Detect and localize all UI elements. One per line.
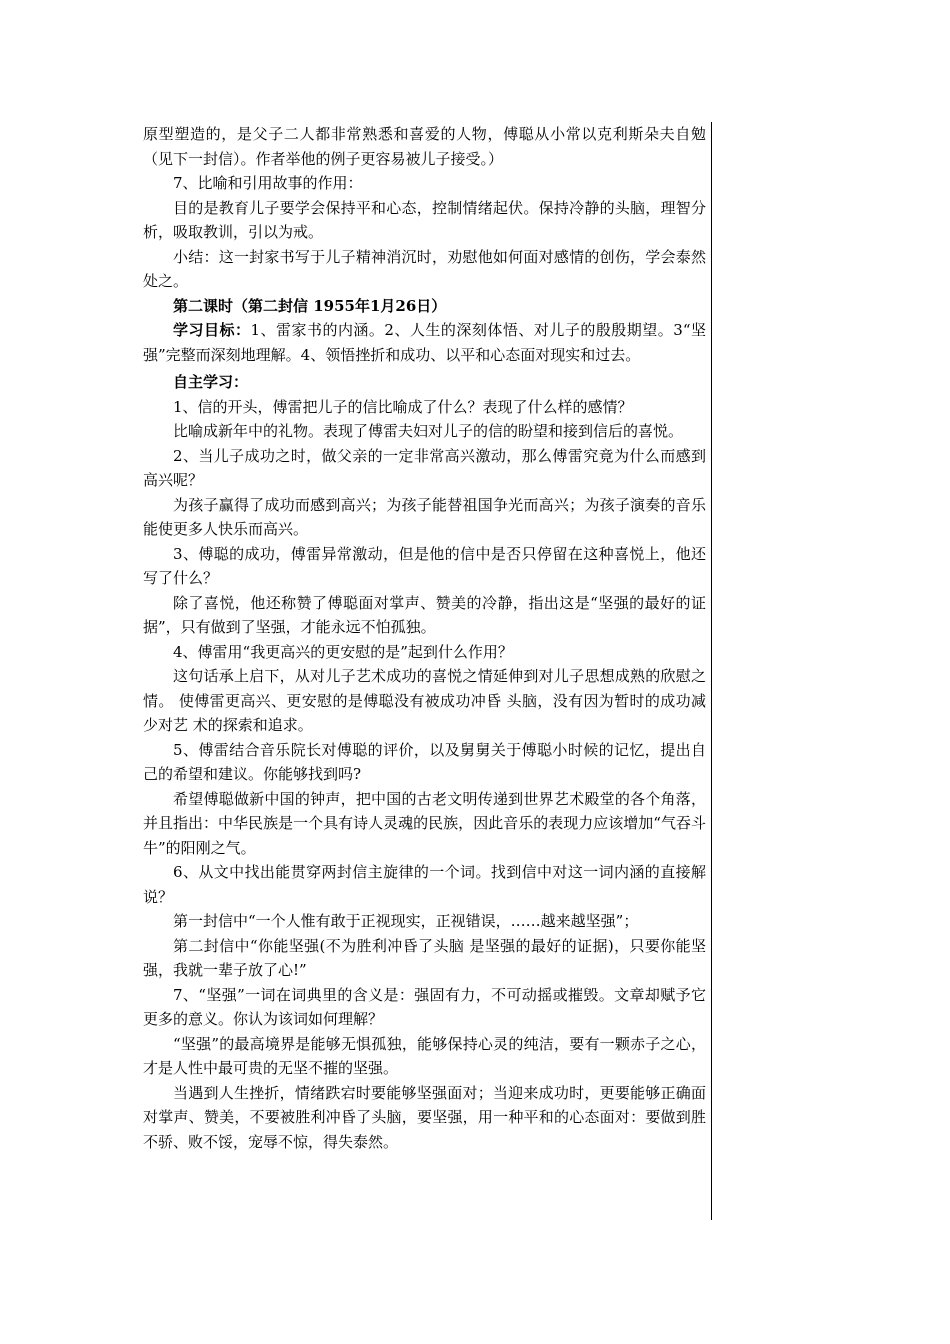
answer: 比喻成新年中的礼物。表现了傅雷夫妇对儿子的信的盼望和接到信后的喜悦。 [173,422,684,440]
paragraph: 7、比喻和引用故事的作用： [173,174,363,192]
document-body [143,122,706,1154]
question: 3、傅聪的成功，傅雷异常激动，但是他的信中是否只停留在这种喜悦上，他还写了什么？ [143,544,706,587]
table-border-line [711,122,712,1220]
paragraph: 小结：这一封家书写于儿子精神消沉时，劝慰他如何面对感情的创伤，学会泰然处之。 [143,247,706,290]
answer: 这句话承上启下，从对儿子艺术成功的喜悦之情延伸到对儿子思想成熟的欣慰之情。 使傅雷更高兴、更安慰的是傅聪没有被成功冲昏 头脑，没有因为暂时的成功减少对艺 术的探索和追求。 [143,667,706,734]
learning-objectives [143,318,706,367]
answer: “坚强”的最高境界是能够无惧孤独，能够保持心灵的纯洁，要有一颗赤子之心，才是人性中最可贵的无坚不摧的坚强。 [143,1034,706,1077]
section-heading: 自主学习： [173,373,249,391]
question: 4、傅雷用“我更高兴的更安慰的是”起到什么作用？ [173,642,513,661]
paragraph: 原型塑造的，是父子二人都非常熟悉和喜爱的人物，傅聪从小常以克利斯朵夫自勉（见下一封信）。作者举他的例子更容易被儿子接受。） [143,125,706,168]
question: 7、“坚强”一词在词典里的含义是：强固有力，不可动摇或摧毁。文章却赋予它更多的意义。你认为该词如何理解？ [143,985,706,1028]
question: 1、信的开头，傅雷把儿子的信比喻成了什么？表现了什么样的感情？ [173,397,633,416]
paragraph: 目的是教育儿子要学会保持平和心态，控制情绪起伏。保持冷静的头脑，理智分析，吸取教训，引以为戒。 [143,198,706,241]
answer: 希望傅聪做新中国的钟声，把中国的古老文明传递到世界艺术殿堂的各个角落，并且指出：中华民族是一个具有诗人灵魂的民族，因此音乐的表现力应该增加“气吞斗牛”的阳刚之气。 [143,789,706,857]
answer: 当遇到人生挫折，情绪跌宕时要能够坚强面对；当迎来成功时，更要能够正确面对掌声、赞美，不要被胜利冲昏了头脑，要坚强，用一种平和的心态面对：要做到胜不骄、败不馁，宠辱不惊，得失泰然。 [143,1083,706,1151]
answer: 除了喜悦，他还称赞了傅聪面对掌声、赞美的冷静，指出这是“坚强的最好的证据”，只有做到了坚强，才能永远不怕孤独。 [143,593,706,636]
answer: 为孩子赢得了成功而感到高兴；为孩子能替祖国争光而高兴；为孩子演奏的音乐能使更多人快乐而高兴。 [143,495,706,538]
question: 5、傅雷结合音乐院长对傅聪的评价，以及舅舅关于傅聪小时候的记忆，提出自己的希望和建议。你能够找到吗? [143,740,706,783]
answer: 第一封信中“一个人惟有敢于正视现实，正视错误，……越来越坚强”； [173,912,639,930]
question: 6、从文中找出能贯穿两封信主旋律的一个词。找到信中对这一词内涵的直接解说？ [143,863,706,906]
learning-objectives-label: 学习目标： [173,321,251,339]
learning-objectives-text: 1、雷家书的内涵。2、人生的深刻体悟、对儿子的殷殷期望。3“坚强”完整而深刻地理解。4、领悟挫折和成功、以平和心态面对现实和过去。 [143,321,706,364]
answer: 第二封信中“你能坚强(不为胜利冲昏了头脑 是坚强的最好的证据)，只要你能坚强，我就一辈子放了心!” [143,936,706,979]
section-heading: 第二课时（第二封信 1955年1月26日） [173,296,447,315]
question: 2、当儿子成功之时，做父亲的一定非常高兴激动，那么傅雷究竟为什么而感到高兴呢？ [143,446,706,489]
